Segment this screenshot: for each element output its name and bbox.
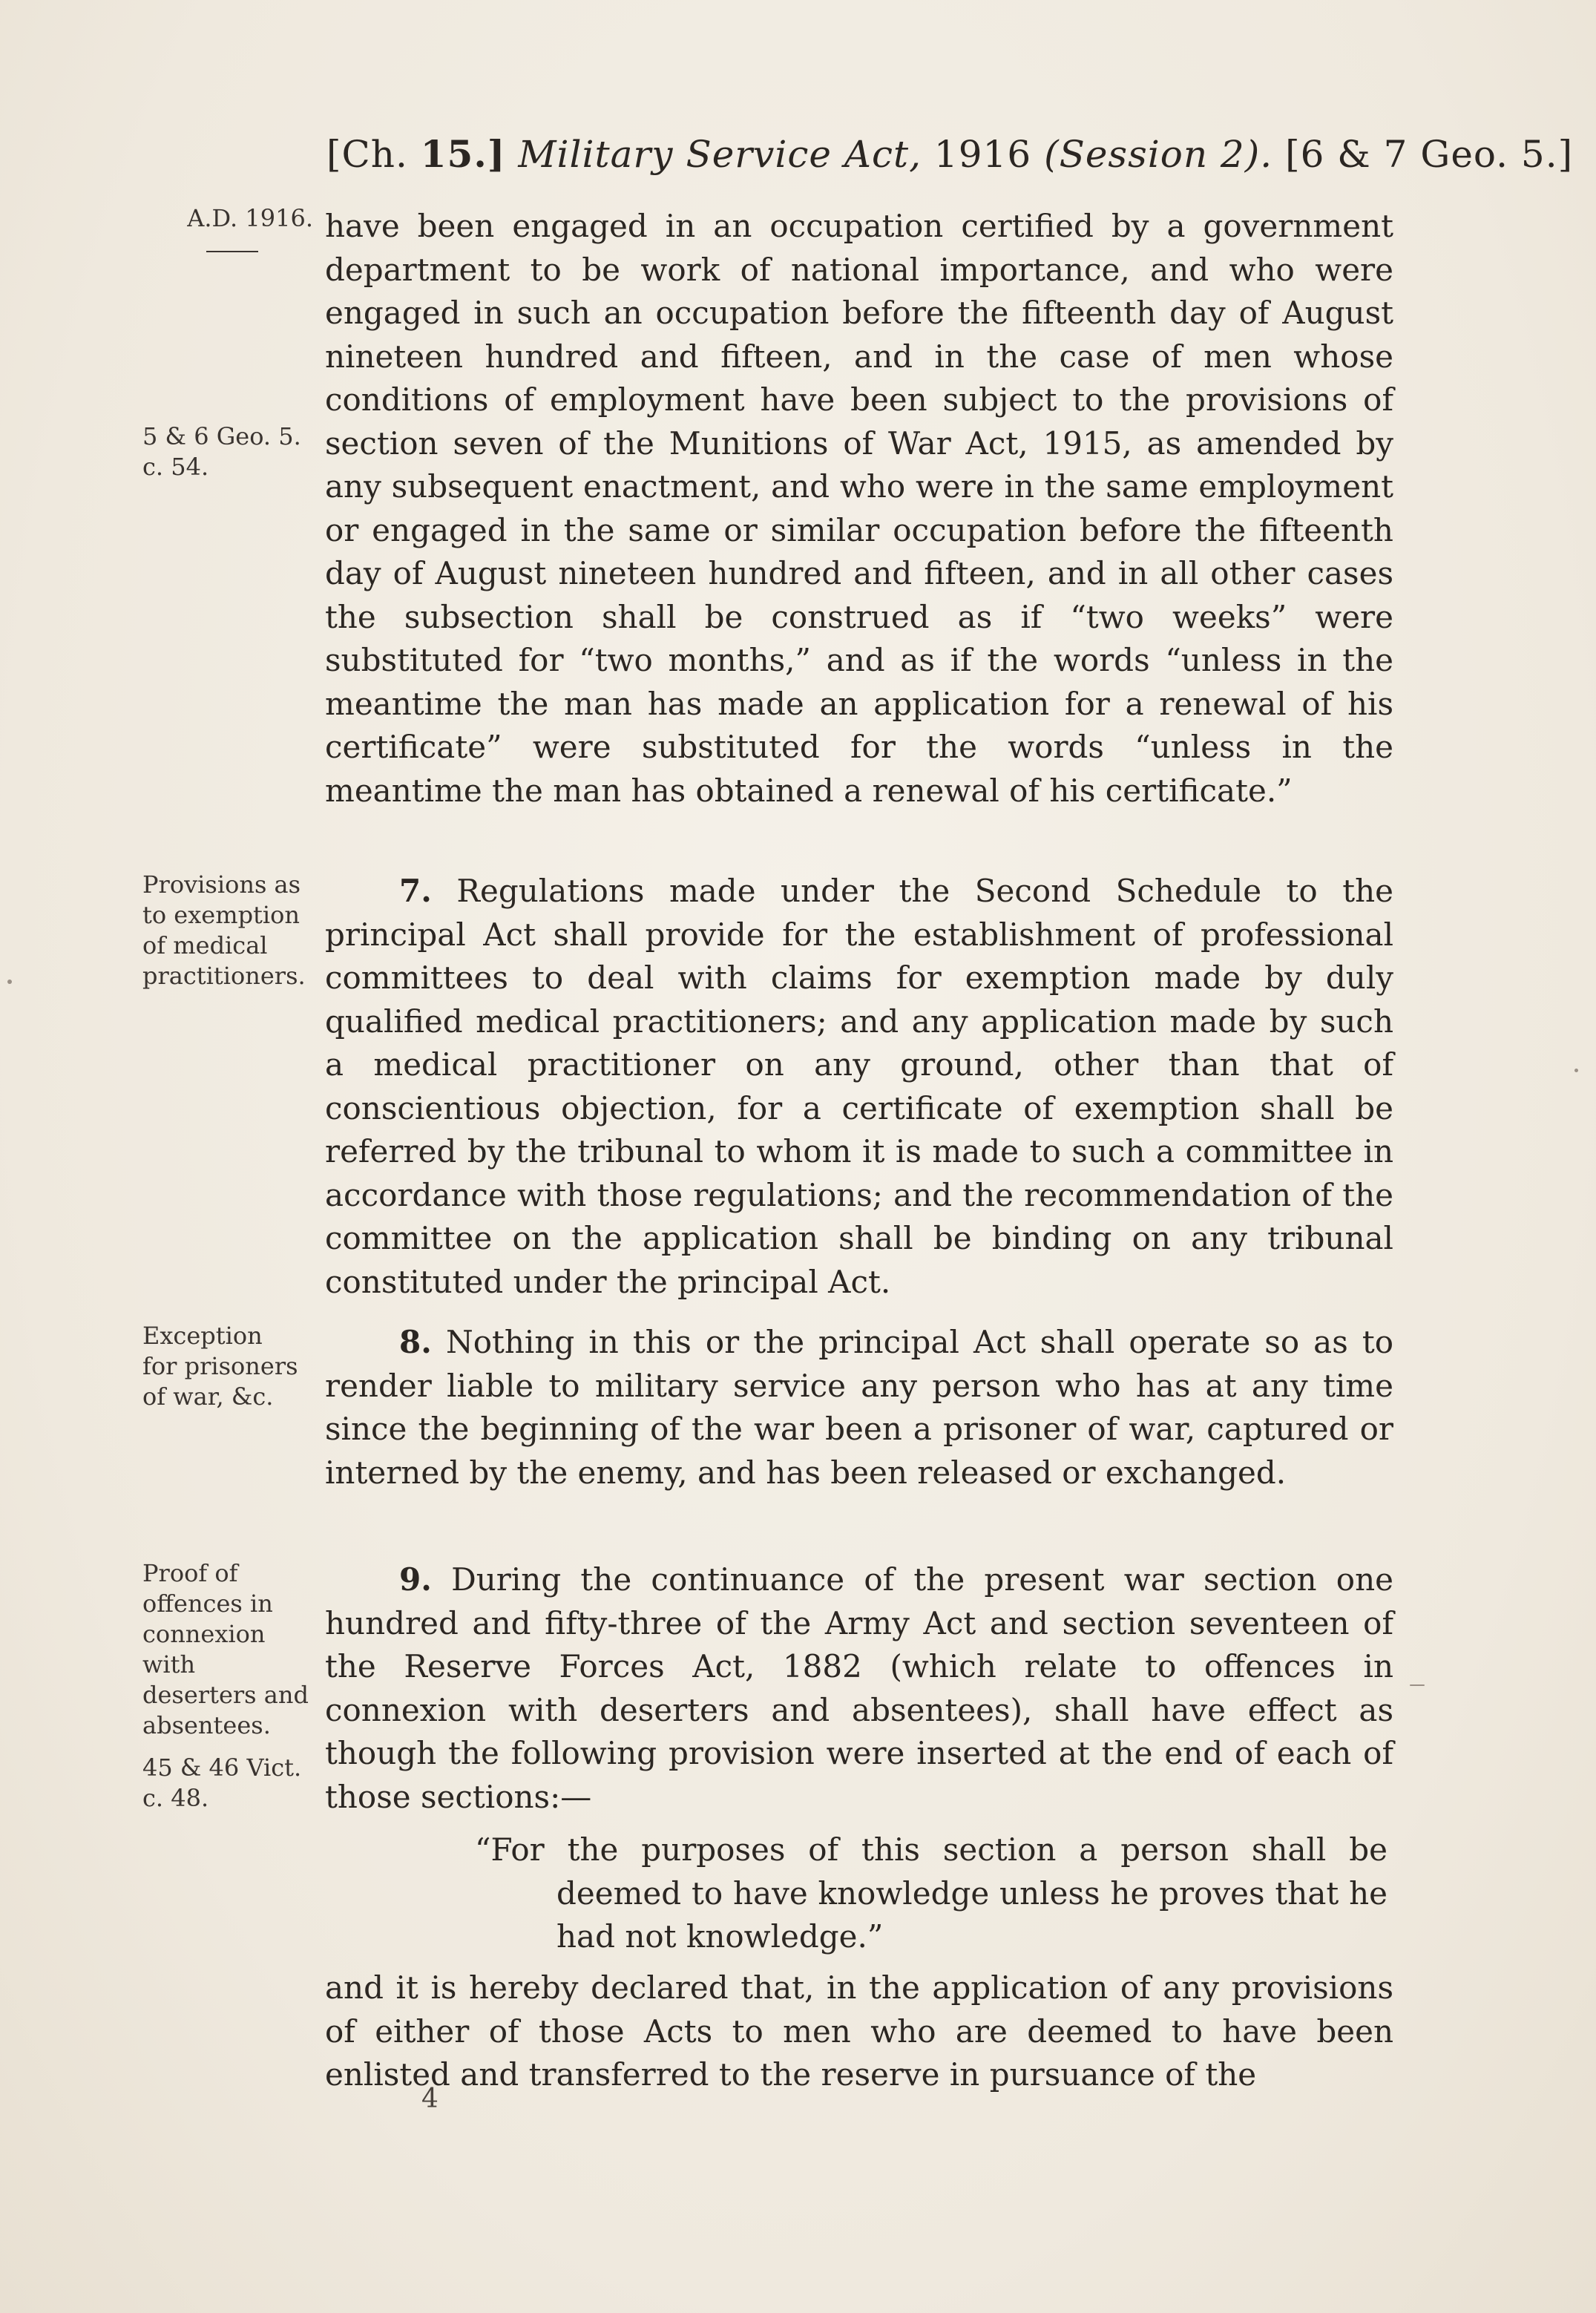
inserted-provision-quote: [475, 1828, 1388, 1959]
quote-text: “For the purposes of this section a person shall be deemed to have knowledge unless he proves that he had not knowledge.”: [475, 1831, 1388, 1955]
paper-speck: [1574, 1069, 1578, 1072]
continuation-paragraph: [325, 205, 1393, 813]
margin-ref-army-act: 45 & 46 Vict. c. 48.: [142, 1753, 302, 1812]
section-9: [325, 1558, 1393, 1819]
margin-note-section-7: Provisions as to exemption of medical practitioners.: [142, 870, 306, 990]
section-8: [325, 1321, 1393, 1495]
margin-note-section-8: Exception for prisoners of war, &c.: [142, 1322, 298, 1411]
paper-speck: [1410, 1684, 1425, 1686]
section-8-number: 8.: [399, 1324, 432, 1360]
paper-speck: [7, 980, 12, 984]
margin-ad-year: A.D. 1916.: [187, 204, 313, 232]
section-9-number: 9.: [399, 1561, 432, 1598]
act-year: 1916: [933, 133, 1032, 176]
after-quote-text: and it is hereby declared that, in the application of any provisions of either of those Acts to men who are deemed to have been enlisted and transferred to the reserve in pursuance of the: [325, 1969, 1393, 2093]
section-7-number: 7.: [399, 873, 432, 909]
act-title: Military Service Act,: [518, 133, 922, 176]
chapter-prefix: [Ch.: [326, 133, 408, 176]
margin-note-section-9: Proof of offences in connexion with deserters and absentees.: [142, 1559, 309, 1739]
section-7-text: Regulations made under the Second Schedule to the principal Act shall provide for the establishment of professional committees to deal with claims for exemption made by duly qualified medical practitioners; and any application made by such a medical practitioner on any ground, other than that of conscientious objection, for a certificate of exemption shall be referred by the tribunal to whom it is made to such a committee in accordance with those regulations; and the recommendation of the committee on the application shall be binding on any tribunal constituted under the principal Act.: [325, 873, 1393, 1300]
after-quote-paragraph: [325, 1966, 1393, 2097]
running-header: [326, 132, 1574, 176]
chapter-number: 15.]: [420, 132, 506, 176]
margin-rule: [206, 251, 258, 252]
regnal-year: [6 & 7 Geo. 5.]: [1285, 133, 1574, 176]
section-8-text: Nothing in this or the principal Act shall operate so as to render liable to military service any person who has at any time since the beginning of the war been a prisoner of war, captured or interned by the enemy, and has been released or exchanged.: [325, 1324, 1393, 1491]
margin-ref-munitions: 5 & 6 Geo. 5. c. 54.: [142, 422, 301, 481]
page-number: 4: [421, 2084, 439, 2114]
act-session: (Session 2).: [1044, 133, 1273, 176]
continuation-text: have been engaged in an occupation certified by a government department to be work of national importance, and who were engaged in such an occupation before the fifteenth day of August nineteen hundred and fifteen, and in the case of men whose conditions of employment have been subject to the provisions of section seven of the Munitions of War Act, 1915, as amended by any subsequent enactment, and who were in the same employment or engaged in the same or similar occupation before the fifteenth day of August nineteen hundred and fifteen, and in all other cases the subsection shall be construed as if “two weeks” were substituted for “two months,” and as if the words “unless in the meantime the man has made an application for a renewal of his certificate” were substituted for the words “unless in the meantime the man has obtained a renewal of his certificate.”: [325, 208, 1393, 809]
section-7: [325, 870, 1393, 1304]
section-9-text: During the continuance of the present war section one hundred and fifty-three of the Army Act and section seventeen of the Reserve Forces Act, 1882 (which relate to offences in connexion with deserters and absentees), shall have effect as though the following provision were inserted at the end of each of those sections:—: [325, 1561, 1393, 1815]
